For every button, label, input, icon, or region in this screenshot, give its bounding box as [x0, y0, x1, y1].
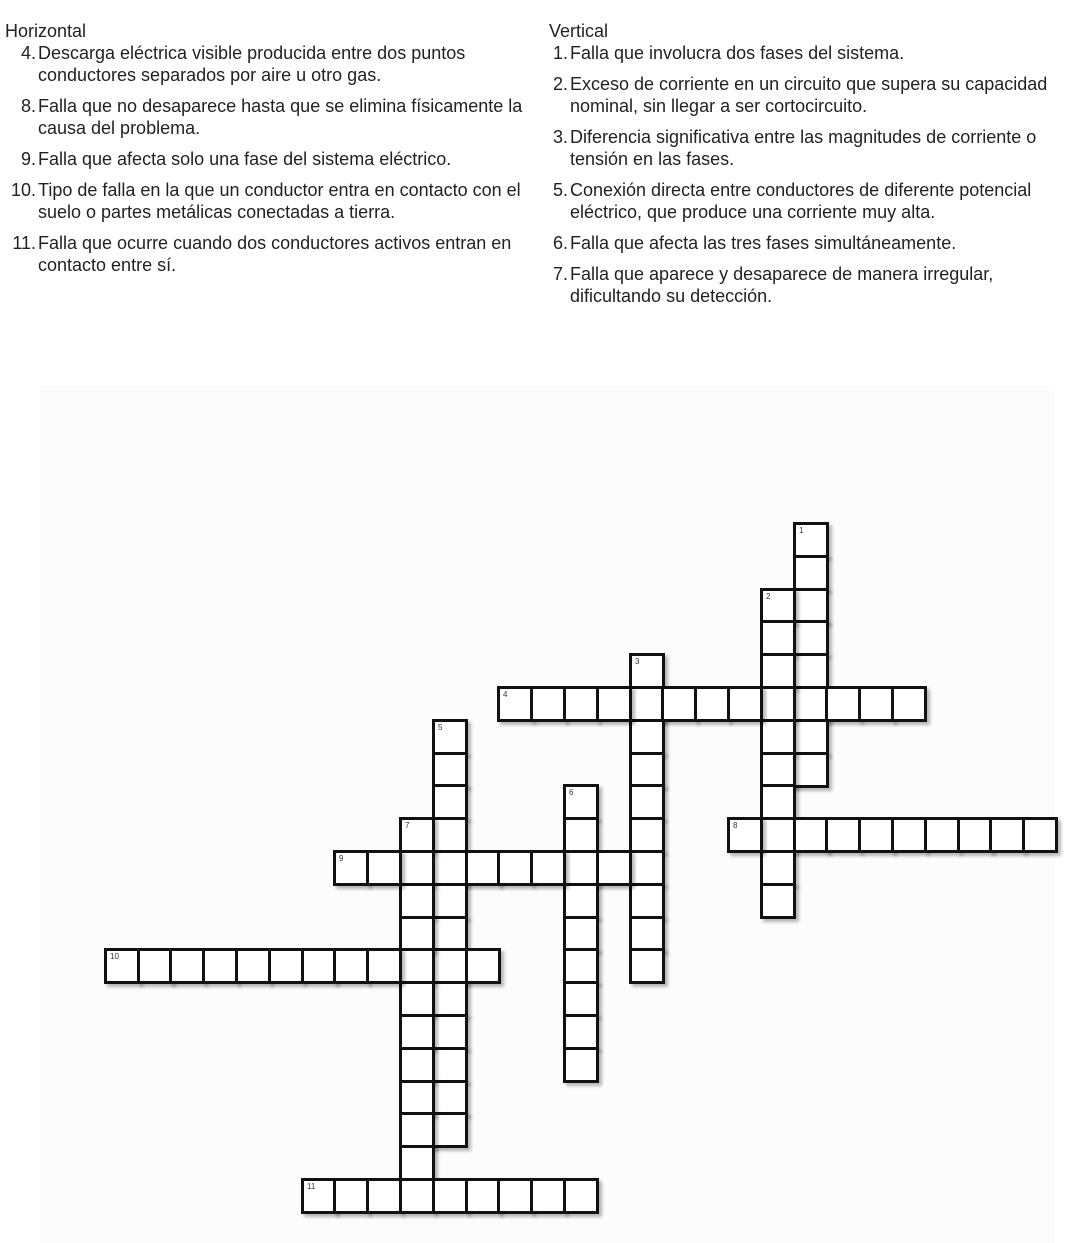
crossword-cell[interactable]: [629, 883, 665, 919]
clue-down: [549, 42, 1069, 64]
crossword-cell[interactable]: [694, 686, 730, 722]
crossword-cell[interactable]: [563, 948, 599, 984]
clue-across: [5, 95, 530, 139]
crossword-cell[interactable]: [891, 817, 927, 853]
crossword-cell[interactable]: [399, 1112, 435, 1148]
crossword-cell[interactable]: [530, 686, 566, 722]
crossword-cell[interactable]: [596, 850, 632, 886]
clue-number: 7.: [552, 264, 568, 284]
crossword-cell[interactable]: [563, 850, 599, 886]
clue-down: [549, 263, 1069, 307]
horizontal-heading: Horizontal: [5, 21, 87, 41]
clue-number: 6.: [552, 233, 568, 253]
crossword-cell[interactable]: [465, 850, 501, 886]
crossword-cell[interactable]: [432, 784, 468, 820]
crossword-cell[interactable]: [432, 1112, 468, 1148]
crossword-cell[interactable]: [563, 686, 599, 722]
crossword-cell[interactable]: [760, 752, 796, 788]
crossword-cell[interactable]: [235, 948, 271, 984]
crossword-cell[interactable]: [563, 1047, 599, 1083]
crossword-cell[interactable]: [793, 817, 829, 853]
crossword-cell[interactable]: [924, 817, 960, 853]
crossword-cell[interactable]: [432, 981, 468, 1017]
crossword-cell[interactable]: [366, 850, 402, 886]
crossword-cell[interactable]: [399, 948, 435, 984]
horizontal-clues: [5, 20, 530, 285]
clue-text: Falla que aparece y desaparece de manera irregular, dificultando su detección.: [570, 264, 994, 306]
crossword-cell[interactable]: [432, 1080, 468, 1116]
crossword-cell[interactable]: [793, 752, 829, 788]
crossword-cell[interactable]: [563, 981, 599, 1017]
crossword-cell[interactable]: [760, 784, 796, 820]
clue-across: [5, 42, 530, 86]
crossword-cell[interactable]: [333, 850, 369, 886]
crossword-cell[interactable]: [793, 522, 829, 558]
cell-number: 9: [339, 854, 344, 863]
crossword-cell[interactable]: [432, 817, 468, 853]
crossword-cell[interactable]: [793, 686, 829, 722]
crossword-cell[interactable]: [432, 1047, 468, 1083]
crossword-cell[interactable]: [432, 1178, 468, 1214]
crossword-cell[interactable]: [432, 883, 468, 919]
crossword-cell[interactable]: [563, 916, 599, 952]
crossword-cell[interactable]: [629, 784, 665, 820]
crossword-cell[interactable]: [596, 686, 632, 722]
clue-number: 2.: [552, 74, 568, 94]
crossword-cell[interactable]: [760, 620, 796, 656]
clue-down: [549, 179, 1069, 223]
crossword-cell[interactable]: [563, 1014, 599, 1050]
clue-number: 9.: [20, 149, 36, 169]
clue-text: Falla que involucra dos fases del sistema.: [570, 43, 905, 63]
crossword-cell[interactable]: [399, 850, 435, 886]
crossword-cell[interactable]: [399, 1047, 435, 1083]
crossword-cell[interactable]: [399, 1014, 435, 1050]
clue-number: 3.: [552, 127, 568, 147]
crossword-cell[interactable]: [366, 948, 402, 984]
clue-number: 1.: [552, 43, 568, 63]
clue-text: Exceso de corriente en un circuito que supera su capacidad nominal, sin llegar a ser cortocircuito.: [570, 74, 1048, 116]
crossword-cell[interactable]: [399, 1178, 435, 1214]
crossword-cell[interactable]: [760, 653, 796, 689]
crossword-cell[interactable]: [760, 817, 796, 853]
clue-number: 11.: [12, 233, 36, 253]
crossword-cell[interactable]: [1022, 817, 1058, 853]
crossword-cell[interactable]: [629, 948, 665, 984]
crossword-cell[interactable]: [629, 916, 665, 952]
crossword-cell[interactable]: [432, 948, 468, 984]
cell-number: 2: [766, 592, 771, 601]
crossword-cell[interactable]: [727, 817, 763, 853]
clue-text: Falla que no desaparece hasta que se elimina físicamente la causa del problema.: [38, 96, 523, 138]
crossword-cell[interactable]: [760, 850, 796, 886]
crossword-cell[interactable]: [563, 883, 599, 919]
crossword-cell[interactable]: [366, 1178, 402, 1214]
clue-text: Falla que ocurre cuando dos conductores activos entran en contacto entre sí.: [38, 233, 512, 275]
clue-text: Descarga eléctrica visible producida entre dos puntos conductores separados por aire u otro gas.: [38, 43, 466, 85]
crossword-cell[interactable]: [399, 1145, 435, 1181]
crossword-cell[interactable]: [629, 719, 665, 755]
crossword-cell[interactable]: [399, 916, 435, 952]
cell-number: 4: [503, 690, 508, 699]
crossword-cell[interactable]: [793, 588, 829, 624]
cell-number: 10: [110, 952, 119, 961]
clue-down: [549, 126, 1069, 170]
crossword-cell[interactable]: [629, 752, 665, 788]
crossword-cell[interactable]: [137, 948, 173, 984]
crossword-cell[interactable]: [825, 817, 861, 853]
crossword-cell[interactable]: [858, 686, 894, 722]
crossword-cell[interactable]: [530, 850, 566, 886]
crossword-cell[interactable]: [957, 817, 993, 853]
crossword-cell[interactable]: [563, 784, 599, 820]
crossword-cell[interactable]: [629, 817, 665, 853]
crossword-cell[interactable]: [760, 719, 796, 755]
crossword-cell[interactable]: [497, 1178, 533, 1214]
crossword-cell[interactable]: [760, 588, 796, 624]
clue-text: Diferencia significativa entre las magnitudes de corriente o tensión en las fases.: [570, 127, 1037, 169]
crossword-cell[interactable]: [858, 817, 894, 853]
crossword-cell[interactable]: [793, 653, 829, 689]
clue-across: [5, 179, 530, 223]
crossword-cell[interactable]: [760, 883, 796, 919]
clue-text: Falla que afecta las tres fases simultáneamente.: [570, 233, 957, 253]
crossword-cell[interactable]: [793, 620, 829, 656]
crossword-cell[interactable]: [465, 1178, 501, 1214]
clue-across: [5, 232, 530, 276]
clue-down: [549, 232, 1069, 254]
crossword-cell[interactable]: [891, 686, 927, 722]
crossword-cell[interactable]: [432, 719, 468, 755]
clue-number: 4.: [20, 43, 36, 63]
clue-number: 8.: [20, 96, 36, 116]
crossword-cell[interactable]: [399, 817, 435, 853]
crossword-grid: [40, 385, 1055, 1243]
crossword-cell[interactable]: [793, 719, 829, 755]
crossword-cell[interactable]: [432, 1014, 468, 1050]
crossword-cell[interactable]: [629, 653, 665, 689]
vertical-heading: Vertical: [549, 21, 609, 41]
crossword-cell[interactable]: [104, 948, 140, 984]
crossword-cell[interactable]: [399, 1080, 435, 1116]
crossword-cell[interactable]: [399, 883, 435, 919]
crossword-cell[interactable]: [333, 1178, 369, 1214]
crossword-cell[interactable]: [563, 817, 599, 853]
crossword-cell[interactable]: [661, 686, 697, 722]
cell-number: 8: [733, 821, 738, 830]
vertical-clues: [549, 20, 1069, 316]
cell-number: 3: [635, 657, 640, 666]
crossword-cell[interactable]: [793, 555, 829, 591]
crossword-cell[interactable]: [268, 948, 304, 984]
crossword-cell[interactable]: [563, 1178, 599, 1214]
clue-number: 10.: [10, 180, 36, 200]
crossword-cell[interactable]: [301, 1178, 337, 1214]
cell-number: 6: [569, 788, 574, 797]
clue-text: Tipo de falla en la que un conductor entra en contacto con el suelo o partes metálicas conectadas a tierra.: [38, 180, 521, 222]
crossword-cell[interactable]: [727, 686, 763, 722]
clue-text: Falla que afecta solo una fase del sistema eléctrico.: [38, 149, 452, 169]
crossword-cell[interactable]: [432, 916, 468, 952]
clue-across: [5, 148, 530, 170]
cell-number: 11: [307, 1182, 316, 1191]
cell-number: 5: [438, 723, 443, 732]
cell-number: 7: [405, 821, 410, 830]
crossword-cell[interactable]: [432, 752, 468, 788]
crossword-cell[interactable]: [432, 850, 468, 886]
crossword-cell[interactable]: [760, 686, 796, 722]
crossword-cell[interactable]: [399, 981, 435, 1017]
crossword-cell[interactable]: [169, 948, 205, 984]
crossword-cell[interactable]: [629, 686, 665, 722]
cell-number: 1: [799, 526, 804, 535]
crossword-cell[interactable]: [202, 948, 238, 984]
crossword-cell[interactable]: [530, 1178, 566, 1214]
crossword-cell[interactable]: [497, 686, 533, 722]
crossword-cell[interactable]: [629, 850, 665, 886]
clue-down: [549, 73, 1069, 117]
crossword-cell[interactable]: [989, 817, 1025, 853]
crossword-cell[interactable]: [333, 948, 369, 984]
crossword-cell[interactable]: [301, 948, 337, 984]
clue-text: Conexión directa entre conductores de diferente potencial eléctrico, que produce una corriente muy alta.: [570, 180, 1032, 222]
crossword-cell[interactable]: [465, 948, 501, 984]
clue-number: 5.: [552, 180, 568, 200]
crossword-cell[interactable]: [825, 686, 861, 722]
crossword-cell[interactable]: [497, 850, 533, 886]
